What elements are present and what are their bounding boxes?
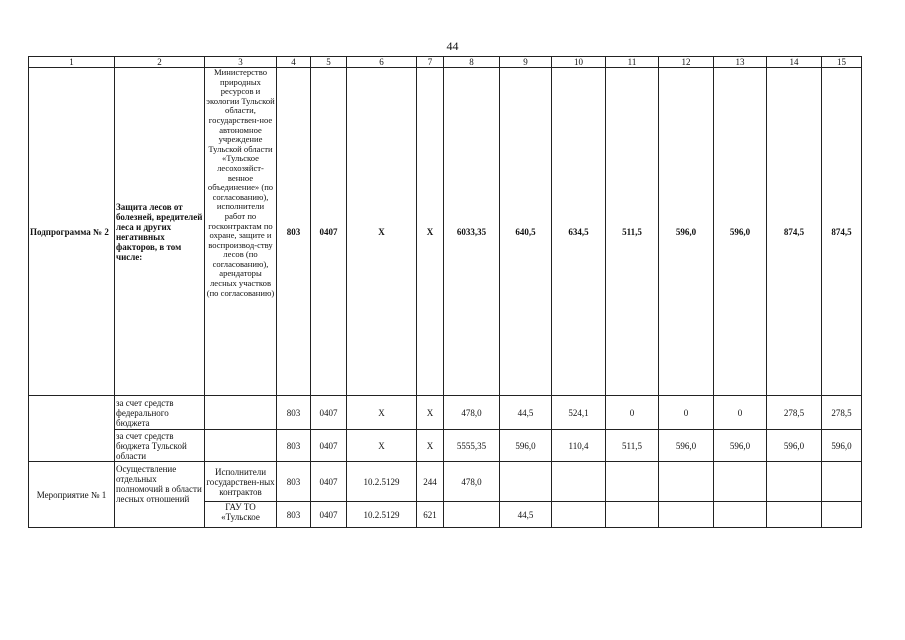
grbs-cell: 803: [277, 462, 311, 502]
program-name-cell: [29, 396, 115, 462]
program-name-cell: Подпрограмма № 2: [29, 68, 115, 396]
value-cell: 44,5: [500, 502, 552, 528]
value-cell: [606, 502, 659, 528]
header-cell: 6: [347, 57, 417, 68]
vr-cell: 244: [417, 462, 444, 502]
value-cell: 874,5: [822, 68, 862, 396]
value-cell: [822, 462, 862, 502]
grbs-cell: 803: [277, 502, 311, 528]
value-cell: [444, 502, 500, 528]
value-cell: [767, 462, 822, 502]
value-cell: 0: [714, 396, 767, 430]
grbs-cell: 803: [277, 396, 311, 430]
header-cell: 7: [417, 57, 444, 68]
header-cell: 15: [822, 57, 862, 68]
header-cell: 5: [311, 57, 347, 68]
header-cell: 3: [205, 57, 277, 68]
vr-cell: 621: [417, 502, 444, 528]
header-cell: 13: [714, 57, 767, 68]
value-cell: 110,4: [552, 430, 606, 462]
value-cell: 278,5: [822, 396, 862, 430]
csr-cell: 10.2.5129: [347, 462, 417, 502]
value-cell: 0: [606, 396, 659, 430]
description-cell: Защита лесов от болезней, вредителей леса и других негативных факторов, в том числе:: [115, 68, 205, 396]
table-row-regional: [29, 430, 862, 462]
grbs-cell: 803: [277, 430, 311, 462]
value-cell: [714, 462, 767, 502]
value-cell: 511,5: [606, 430, 659, 462]
value-cell: 6033,35: [444, 68, 500, 396]
value-cell: 0: [659, 396, 714, 430]
csr-cell: X: [347, 396, 417, 430]
csr-cell: X: [347, 430, 417, 462]
value-cell: 596,0: [714, 430, 767, 462]
header-cell: 8: [444, 57, 500, 68]
value-cell: 5555,35: [444, 430, 500, 462]
rz-pr-cell: 0407: [311, 502, 347, 528]
value-cell: 640,5: [500, 68, 552, 396]
value-cell: [822, 502, 862, 528]
value-cell: 596,0: [659, 430, 714, 462]
csr-cell: X: [347, 68, 417, 396]
value-cell: 511,5: [606, 68, 659, 396]
rz-pr-cell: 0407: [311, 430, 347, 462]
value-cell: 44,5: [500, 396, 552, 430]
value-cell: [552, 502, 606, 528]
value-cell: [767, 502, 822, 528]
description-cell: за счет средств федерального бюджета: [115, 396, 205, 430]
value-cell: [606, 462, 659, 502]
program-table: [28, 56, 862, 528]
csr-cell: 10.2.5129: [347, 502, 417, 528]
value-cell: [659, 502, 714, 528]
header-cell: 4: [277, 57, 311, 68]
executor-cell: [205, 396, 277, 430]
value-cell: 596,0: [500, 430, 552, 462]
description-cell: Осуществление отдельных полномочий в области лесных отношений: [115, 462, 205, 528]
value-cell: 596,0: [767, 430, 822, 462]
header-cell: 12: [659, 57, 714, 68]
value-cell: 634,5: [552, 68, 606, 396]
header-cell: 1: [29, 57, 115, 68]
rz-pr-cell: 0407: [311, 396, 347, 430]
value-cell: [552, 462, 606, 502]
executor-cell: ГАУ ТО «Тульское: [205, 502, 277, 528]
executor-cell: Министерство природных ресурсов и экологии Тульской области, государствен-ное автономное учреждение Тульской области «Тульское лесохозяйст-венное объединение» (по согласованию), исполнители работ по госконтрактам по охране, защите и воспроизвод-ству лесов (по согласованию), арендаторы лесных участков (по согласованию): [205, 68, 277, 396]
program-name-cell: Мероприятие № 1: [29, 462, 115, 528]
vr-cell: X: [417, 68, 444, 396]
value-cell: 874,5: [767, 68, 822, 396]
rz-pr-cell: 0407: [311, 68, 347, 396]
description-cell: за счет средств бюджета Тульской области: [115, 430, 205, 462]
value-cell: 478,0: [444, 396, 500, 430]
table-row-subprogram: [29, 68, 862, 396]
value-cell: [714, 502, 767, 528]
value-cell: [659, 462, 714, 502]
value-cell: 596,0: [659, 68, 714, 396]
vr-cell: X: [417, 430, 444, 462]
header-cell: 10: [552, 57, 606, 68]
table-row-measure: [29, 462, 862, 502]
header-row: [29, 57, 862, 68]
value-cell: [500, 462, 552, 502]
vr-cell: X: [417, 396, 444, 430]
value-cell: 596,0: [822, 430, 862, 462]
value-cell: 524,1: [552, 396, 606, 430]
header-cell: 11: [606, 57, 659, 68]
header-cell: 9: [500, 57, 552, 68]
value-cell: 478,0: [444, 462, 500, 502]
value-cell: 278,5: [767, 396, 822, 430]
grbs-cell: 803: [277, 68, 311, 396]
rz-pr-cell: 0407: [311, 462, 347, 502]
page-number: 44: [446, 39, 459, 53]
header-cell: 14: [767, 57, 822, 68]
executor-cell: [205, 430, 277, 462]
table-row-federal: [29, 396, 862, 430]
header-cell: 2: [115, 57, 205, 68]
value-cell: 596,0: [714, 68, 767, 396]
executor-cell: Исполнители государствен-ных контрактов: [205, 462, 277, 502]
